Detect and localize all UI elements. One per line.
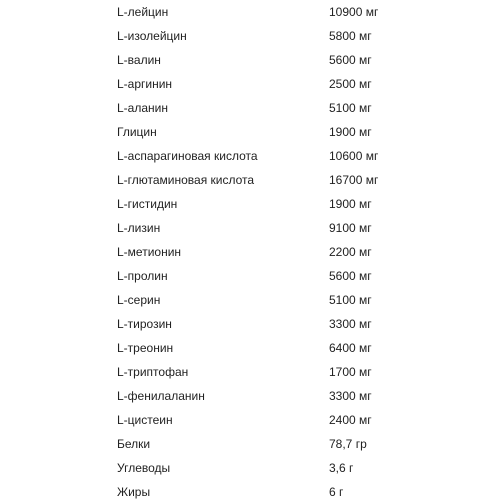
table-row	[0, 0, 500, 24]
nutrient-name: L-лизин	[117, 221, 161, 235]
nutrient-name: L-пролин	[117, 269, 168, 283]
nutrient-name: L-триптофан	[117, 365, 189, 379]
nutrient-name: L-лейцин	[117, 5, 169, 19]
table-row	[0, 216, 500, 240]
nutrient-name: L-треонин	[117, 341, 174, 355]
nutrient-value: 10600 мг	[329, 149, 379, 163]
nutrient-value: 3300 мг	[329, 317, 372, 331]
table-row	[0, 456, 500, 480]
nutrient-value: 5100 мг	[329, 101, 372, 115]
nutrient-name: L-валин	[117, 53, 161, 67]
nutrient-name: L-гистидин	[117, 197, 178, 211]
nutrient-value: 1900 мг	[329, 197, 372, 211]
table-row	[0, 240, 500, 264]
table-row	[0, 96, 500, 120]
nutrient-value: 5600 мг	[329, 53, 372, 67]
nutrient-name: L-тирозин	[117, 317, 172, 331]
nutrient-value: 16700 мг	[329, 173, 379, 187]
nutrient-name: Углеводы	[117, 461, 171, 475]
nutrient-value: 2500 мг	[329, 77, 372, 91]
table-row	[0, 312, 500, 336]
nutrient-value: 78,7 гр	[329, 437, 367, 451]
nutrient-value: 3,6 г	[329, 461, 354, 475]
nutrient-name: L-глютаминовая кислота	[117, 173, 255, 187]
table-row	[0, 288, 500, 312]
nutrient-name: Жиры	[117, 485, 151, 499]
nutrient-value: 9100 мг	[329, 221, 372, 235]
table-row	[0, 120, 500, 144]
table-row	[0, 432, 500, 456]
table-row	[0, 72, 500, 96]
nutrient-value: 2200 мг	[329, 245, 372, 259]
table-row	[0, 144, 500, 168]
nutrient-value: 6 г	[329, 485, 344, 499]
nutrient-name: L-аргинин	[117, 77, 173, 91]
table-row	[0, 24, 500, 48]
nutrient-name: Белки	[117, 437, 151, 451]
nutrient-value: 1700 мг	[329, 365, 372, 379]
nutrient-name: L-метионин	[117, 245, 182, 259]
nutrient-value: 5600 мг	[329, 269, 372, 283]
nutrient-value: 6400 мг	[329, 341, 372, 355]
nutrient-name: L-цистеин	[117, 413, 173, 427]
table-row	[0, 360, 500, 384]
nutrient-value: 3300 мг	[329, 389, 372, 403]
nutrient-name: L-фенилаланин	[117, 389, 205, 403]
table-row	[0, 336, 500, 360]
table-row	[0, 192, 500, 216]
nutrient-value: 1900 мг	[329, 125, 372, 139]
nutrient-value: 5100 мг	[329, 293, 372, 307]
nutrient-name: L-аспарагиновая кислота	[117, 149, 258, 163]
table-row	[0, 48, 500, 72]
table-row	[0, 480, 500, 504]
nutrient-value: 10900 мг	[329, 5, 379, 19]
table-row	[0, 264, 500, 288]
table-row	[0, 384, 500, 408]
table-row	[0, 408, 500, 432]
nutrient-name: L-изолейцин	[117, 29, 187, 43]
nutrient-name: L-аланин	[117, 101, 168, 115]
nutrient-name: Глицин	[117, 125, 157, 139]
nutrient-name: L-серин	[117, 293, 161, 307]
nutrient-value: 5800 мг	[329, 29, 372, 43]
nutrient-value: 2400 мг	[329, 413, 372, 427]
table-row	[0, 168, 500, 192]
